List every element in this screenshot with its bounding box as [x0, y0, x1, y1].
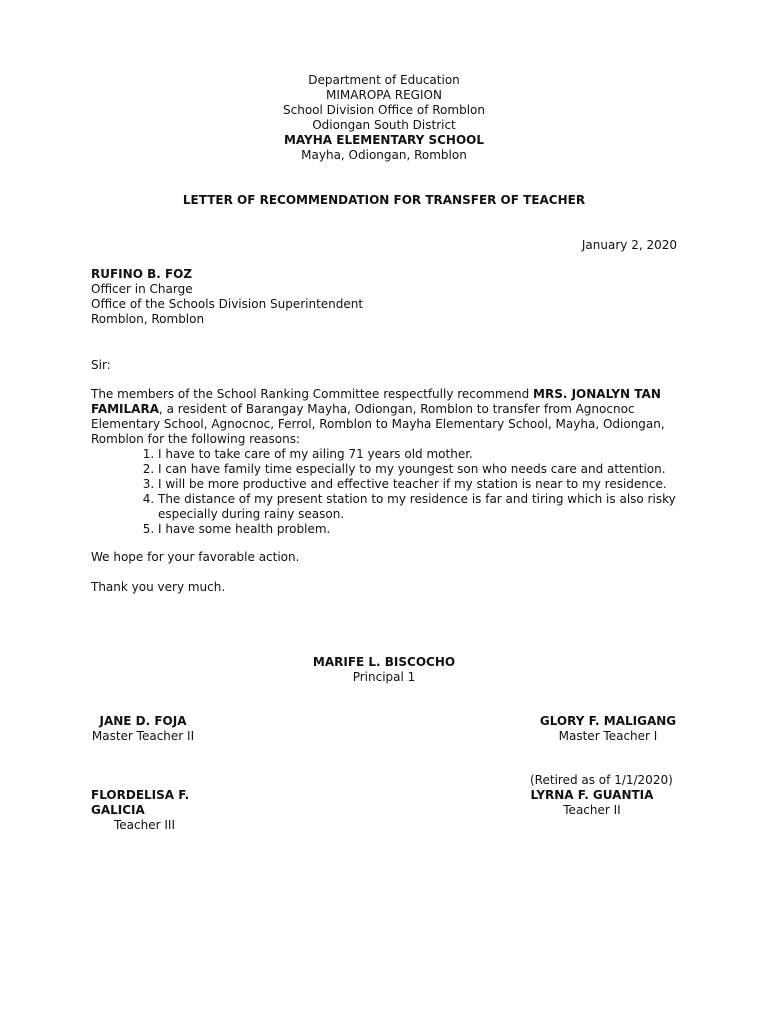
closing-thanks: Thank you very much. — [91, 580, 226, 594]
body-intro-start: The members of the School Ranking Committee respectfully recommend — [91, 387, 534, 401]
body-paragraph — [91, 387, 691, 447]
addressee-position: Officer in Charge — [91, 282, 193, 296]
letter-title: LETTER OF RECOMMENDATION FOR TRANSFER OF TEACHER — [182, 193, 586, 207]
list-item: 4. The distance of my present station to my residence is far and tiring which is also risky especially during rainy season. — [158, 492, 691, 522]
addressee-block — [91, 267, 363, 327]
letter-body — [91, 387, 691, 537]
principal-name: MARIFE L. BISCOCHO — [312, 655, 456, 669]
salutation: Sir: — [91, 358, 111, 372]
list-item: 2. I can have family time especially to my youngest son who needs care and attention. — [158, 462, 691, 477]
signatory-title: Teacher II — [563, 803, 621, 817]
letterhead-district: Odiongan South District — [312, 118, 456, 132]
signatory-title: Master Teacher II — [91, 729, 195, 743]
letterhead-division: School Division Office of Romblon — [283, 103, 485, 117]
list-item: 3. I will be more productive and effective teacher if my station is near to my residence. — [158, 477, 691, 492]
letterhead-address: Mayha, Odiongan, Romblon — [301, 148, 467, 162]
closing-favorable-action: We hope for your favorable action. — [91, 550, 300, 564]
signature-principal — [284, 655, 484, 685]
principal-title: Principal 1 — [352, 670, 416, 684]
list-item: 5. I have some health problem. — [158, 522, 691, 537]
addressee-office: Office of the Schools Division Superintendent — [91, 297, 364, 311]
signatory-title: Teacher III — [114, 818, 175, 832]
signature-left-1 — [60, 714, 226, 744]
signature-left-2 — [91, 788, 233, 833]
addressee-location: Romblon, Romblon — [91, 312, 205, 326]
retirement-note: (Retired as of 1/1/2020) — [530, 773, 673, 787]
signatory-name: FLORDELISA F. GALICIA — [91, 788, 190, 817]
reasons-list — [91, 447, 691, 537]
letterhead-school: MAYHA ELEMENTARY SCHOOL — [283, 133, 485, 147]
signatory-name: LYRNA F. GUANTIA — [530, 788, 654, 802]
letterhead-region: MIMAROPA REGION — [326, 88, 442, 102]
letterhead — [0, 73, 768, 163]
list-item: 1. I have to take care of my ailing 71 years old mother. — [158, 447, 691, 462]
signature-right-1 — [522, 714, 694, 744]
letter-date: January 2, 2020 — [581, 238, 677, 252]
teacher-name: MRS. JONALYN TAN FAMILARA — [91, 387, 661, 416]
body-intro-end: , a resident of Barangay Mayha, Odiongan, Romblon to transfer from Agnocnoc Elementary School, Agnocnoc, Ferrol, Romblon to Mayha Elementary School, Mayha, Odiongan, Romblon for the following reasons: — [91, 402, 665, 446]
addressee-name: RUFINO B. FOZ — [91, 267, 193, 281]
signatory-name: GLORY F. MALIGANG — [539, 714, 677, 728]
signatory-name: JANE D. FOJA — [99, 714, 187, 728]
signatory-title: Master Teacher I — [558, 729, 658, 743]
signature-right-2 — [512, 788, 672, 818]
letterhead-department: Department of Education — [308, 73, 460, 87]
